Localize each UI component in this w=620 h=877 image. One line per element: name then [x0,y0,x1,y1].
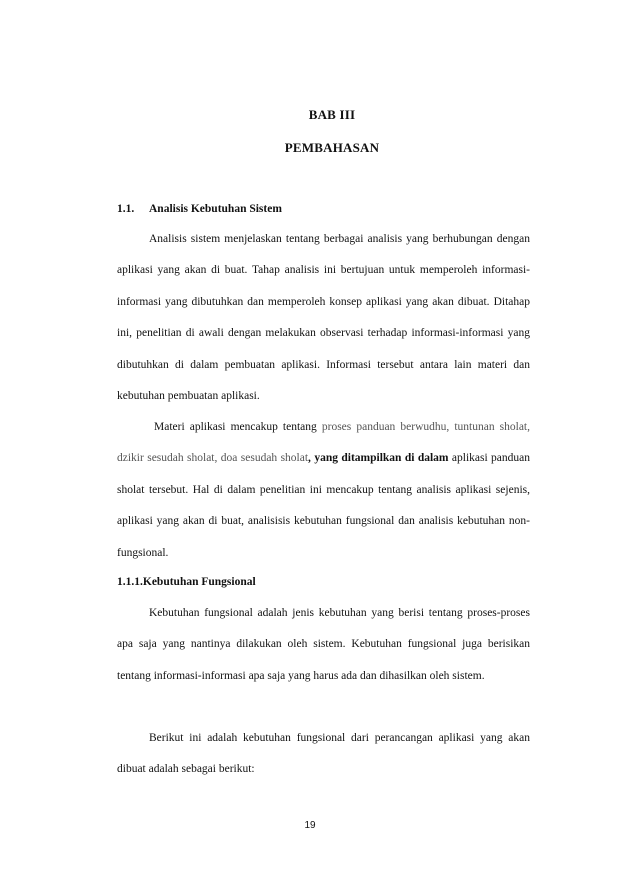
section-heading-1-1 [117,203,282,215]
paragraph-functional-definition: Kebutuhan fungsional adalah jenis kebutuhan yang berisi tentang proses-proses apa saja yang nantinya dilakukan oleh sistem. Kebutuhan fungsional juga berisikan tentang informasi-informasi apa saja yang harus ada dan dihasilkan oleh sistem. [117,607,530,682]
paragraph-functional-list-intro: Berikut ini adalah kebutuhan fungsional dari perancangan aplikasi yang akan dibuat adalah sebagai berikut: [117,732,530,776]
subsection-title: Kebutuhan Fungsional [142,576,256,588]
section-number: 1.1. [117,203,135,215]
paragraph-material-topics: proses panduan berwudhu, tuntunan sholat, dzikir sesudah sholat, doa sesudah sholat [117,421,531,465]
section-heading-1-1-1 [117,576,256,588]
section-title: Analisis Kebutuhan Sistem [149,203,282,215]
subsection-number: 1.1.1. [117,576,143,588]
paragraph-analysis-intro: Analisis sistem menjelaskan tentang berbagai analisis yang berhubungan dengan aplikasi yang akan di buat. Tahap analisis ini bertujuan untuk memperoleh informasi-informasi yang dibutuhkan dan memperoleh konsep aplikasi yang akan dibuat. Ditahap ini, penelitian di awali dengan melakukan observasi terhadap informasi-informasi yang dibutuhkan di dalam pembuatan aplikasi. Informasi tersebut antara lain materi dan kebutuhan pembuatan aplikasi. [117,233,530,403]
paragraph-material-lead: Materi aplikasi mencakup tentang [154,421,322,433]
chapter-number: BAB III [308,107,356,122]
page-number: 19 [304,820,316,831]
chapter-title: PEMBAHASAN [284,140,380,155]
paragraph-material-rest: aplikasi panduan sholat tersebut. Hal di dalam penelitian ini mencakup tentang analisis aplikasi sejenis, aplikasi yang akan di buat, analisisis kebutuhan fungsional dan analisis kebutuhan non-fungsional. [117,452,531,559]
paragraph-material-emphasis: , yang ditampilkan di dalam [308,452,449,465]
paragraph-material [117,412,530,569]
